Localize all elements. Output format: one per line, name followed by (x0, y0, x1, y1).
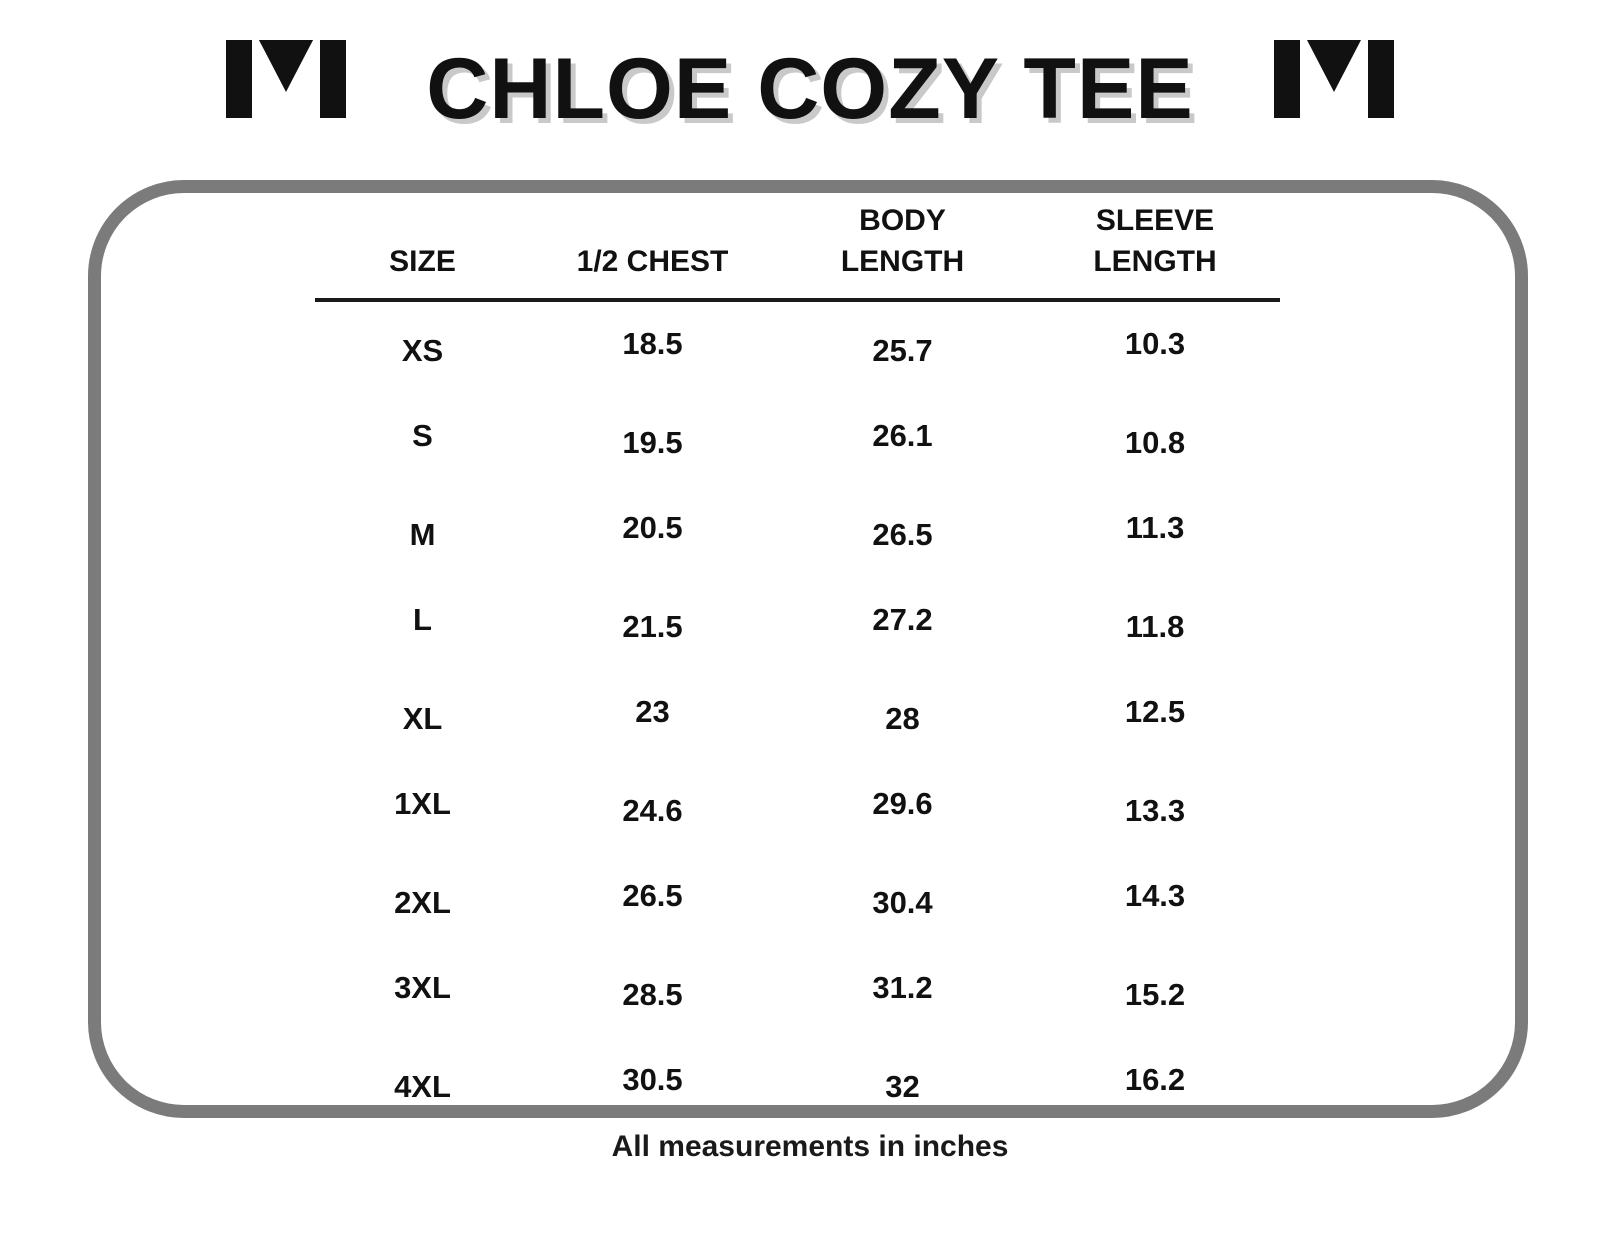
cell-sleeve-length: 11.8 (1125, 609, 1185, 644)
table-row (315, 854, 1280, 946)
table-row (315, 670, 1280, 762)
cell-sleeve-length: 13.3 (1124, 793, 1186, 828)
cell-sleeve-length: 15.2 (1124, 977, 1186, 1012)
page-title: CHLOE COZY TEE (426, 41, 1194, 137)
column-header-sleeve-length-line1: SLEEVE (1095, 204, 1215, 237)
cell-body-length: 31.2 (872, 970, 933, 1005)
cell-chest: 24.6 (622, 793, 683, 828)
table-row (315, 394, 1280, 486)
cell-sleeve-length: 16.2 (1124, 1062, 1186, 1097)
cell-chest: 21.5 (622, 609, 683, 644)
cell-chest: 23 (635, 694, 670, 729)
cell-chest: 19.5 (622, 425, 683, 460)
table-header (315, 200, 1280, 300)
cell-size: 2XL (394, 885, 451, 920)
column-header-sleeve-length-line2: LENGTH (1093, 244, 1217, 278)
cell-size: 4XL (394, 1069, 451, 1104)
cell-chest: 20.5 (622, 510, 683, 545)
measurement-note: All measurements in inches (611, 1130, 1009, 1163)
cell-sleeve-length: 12.5 (1124, 694, 1186, 729)
table-row (315, 762, 1280, 854)
table-row (315, 1038, 1280, 1130)
cell-body-length: 32 (885, 1069, 920, 1104)
cell-size: XL (402, 701, 443, 736)
cell-size: M (409, 517, 436, 552)
cell-sleeve-length: 11.3 (1125, 510, 1185, 545)
cell-chest: 28.5 (622, 977, 683, 1012)
cell-sleeve-length: 10.3 (1124, 326, 1186, 361)
cell-body-length: 26.5 (872, 517, 933, 552)
cell-body-length: 29.6 (872, 786, 933, 821)
column-header-body-length (775, 200, 1030, 300)
cell-size: 3XL (394, 970, 451, 1005)
table-row (315, 300, 1280, 394)
cell-sleeve-length: 10.8 (1124, 425, 1186, 460)
table-row (315, 486, 1280, 578)
table-row (315, 946, 1280, 1038)
cell-body-length: 26.1 (872, 418, 933, 453)
cell-size: S (412, 418, 433, 453)
cell-chest: 30.5 (622, 1062, 683, 1097)
column-header-size: SIZE (315, 200, 530, 300)
table-body (315, 300, 1280, 1130)
cell-chest: 26.5 (622, 878, 683, 913)
size-table (315, 200, 1280, 1130)
table-header-row (315, 200, 1280, 300)
cell-size: L (413, 602, 432, 637)
header (0, 24, 1620, 154)
cell-body-length: 25.7 (872, 333, 933, 368)
brand-logo-left-icon (226, 40, 346, 138)
column-header-chest: 1/2 CHEST (530, 200, 775, 300)
cell-body-length: 30.4 (872, 885, 933, 920)
cell-chest: 18.5 (622, 326, 683, 361)
table-row (315, 578, 1280, 670)
column-header-body-length-line1: BODY (859, 204, 946, 237)
size-table-container (315, 200, 1280, 1130)
cell-size: XS (401, 333, 444, 368)
column-header-sleeve-length (1030, 200, 1280, 300)
cell-size: 1XL (394, 786, 451, 821)
column-header-body-length-line2: LENGTH (840, 244, 965, 278)
cell-sleeve-length: 14.3 (1124, 878, 1186, 913)
cell-body-length: 28 (885, 701, 920, 736)
brand-logo-right-icon (1274, 40, 1394, 138)
cell-body-length: 27.2 (872, 602, 933, 637)
